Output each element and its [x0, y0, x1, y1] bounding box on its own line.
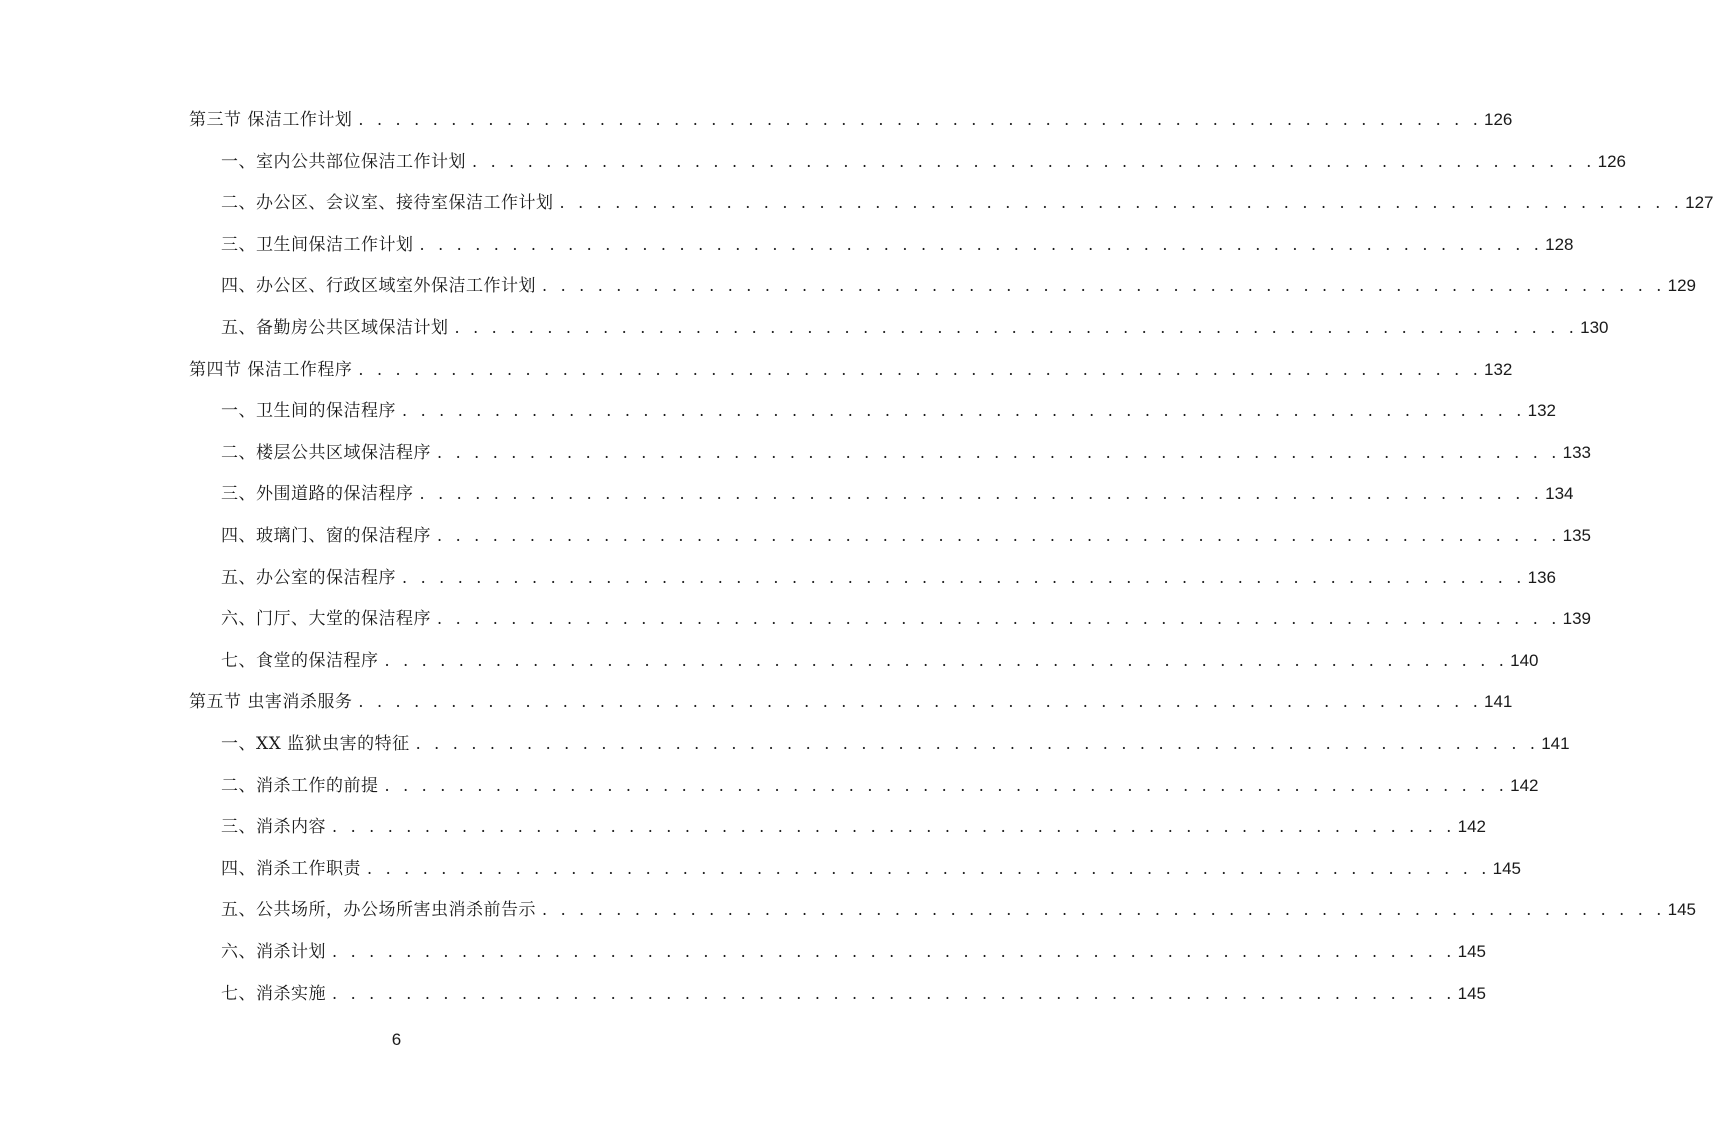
toc-entry-page: 141: [1541, 734, 1570, 753]
toc-entry[interactable]: [221, 434, 1591, 464]
toc-entry-title: 四、玻璃门、窗的保洁程序: [221, 526, 431, 546]
toc-entry-page: 145: [1667, 900, 1696, 920]
toc-entry-title: 二、楼层公共区域保洁程序: [221, 442, 431, 463]
toc-entry-page: 130: [1580, 318, 1609, 337]
dot-leader: . . . . . . . . . . . . . . . . . . . . . . . . . . . . . . . . . . . . . . . . . . . . . . . . . . . . . . . . . . . . .: [415, 734, 1540, 753]
dot-leader: . . . . . . . . . . . . . . . . . . . . . . . . . . . . . . . . . . . . . . . . . . . . . . . . . . . . . . . . . . . . .: [419, 484, 1544, 504]
toc-entry-page: 136: [1527, 567, 1556, 587]
toc-entry-page: 132: [1527, 401, 1556, 421]
dot-leader: . . . . . . . . . . . . . . . . . . . . . . . . . . . . . . . . . . . . . . . . . . . . . . . . . . . . . . . . . . . . .: [472, 151, 1596, 171]
dot-leader: . . . . . . . . . . . . . . . . . . . . . . . . . . . . . . . . . . . . . . . . . . . . . . . . . . . . . . . . . . . . .: [332, 817, 1456, 837]
toc-entry[interactable]: [221, 808, 1486, 838]
dot-leader: . . . . . . . . . . . . . . . . . . . . . . . . . . . . . . . . . . . . . . . . . . . . . . . . . . . . . . . . . . . . .: [542, 276, 1666, 296]
toc-entry[interactable]: [221, 600, 1591, 630]
dot-leader: . . . . . . . . . . . . . . . . . . . . . . . . . . . . . . . . . . . . . . . . . . . . . . . . . . . . . . . . . . . . .: [358, 110, 1483, 129]
toc-entry-title: 七、消杀实施: [221, 983, 326, 1004]
toc-entry-page: 145: [1492, 858, 1521, 878]
toc-entry-title: 六、消杀计划: [221, 942, 326, 962]
toc-entry[interactable]: [221, 933, 1486, 963]
toc-entry-page: 135: [1562, 526, 1591, 545]
toc-entry[interactable]: [221, 975, 1486, 1005]
toc-entry-title: 一、室内公共部位保洁工作计划: [221, 151, 466, 172]
toc-entry[interactable]: [221, 725, 1570, 755]
toc-entry[interactable]: [189, 683, 1513, 713]
dot-leader: . . . . . . . . . . . . . . . . . . . . . . . . . . . . . . . . . . . . . . . . . . . . . . . . . . . . . . . . . . . . .: [542, 900, 1666, 920]
toc-entry-page: 129: [1667, 276, 1696, 296]
toc-entry[interactable]: [221, 559, 1556, 589]
toc-entry-title: 一、卫生间的保洁程序: [221, 401, 396, 422]
toc-entry-title: 六、门厅、大堂的保洁程序: [221, 609, 431, 630]
dot-leader: . . . . . . . . . . . . . . . . . . . . . . . . . . . . . . . . . . . . . . . . . . . . . . . . . . . . . . . . . . . . .: [384, 650, 1509, 670]
dot-leader: . . . . . . . . . . . . . . . . . . . . . . . . . . . . . . . . . . . . . . . . . . . . . . . . . . . . . . . . . . . . .: [358, 692, 1483, 712]
dot-leader: . . . . . . . . . . . . . . . . . . . . . . . . . . . . . . . . . . . . . . . . . . . . . . . . . . . . . . . . . . . . .: [367, 858, 1491, 878]
toc-entry[interactable]: [189, 351, 1513, 381]
toc-entry[interactable]: [221, 475, 1574, 505]
toc-entry-title: 五、办公室的保洁程序: [221, 567, 396, 588]
dot-leader: . . . . . . . . . . . . . . . . . . . . . . . . . . . . . . . . . . . . . . . . . . . . . . . . . . . . . . . . . . . . .: [454, 318, 1579, 337]
toc-entry-title: 七、食堂的保洁程序: [221, 650, 379, 671]
toc-entry-page: 142: [1457, 817, 1486, 837]
toc-entry-page: 140: [1510, 650, 1539, 670]
toc-entry-title: 五、备勤房公共区域保洁计划: [221, 318, 449, 338]
toc-entry[interactable]: [221, 891, 1696, 921]
dot-leader: . . . . . . . . . . . . . . . . . . . . . . . . . . . . . . . . . . . . . . . . . . . . . . . . . . . . . . . . . . . . .: [402, 567, 1526, 587]
toc-entry-title: 第五节 虫害消杀服务: [189, 692, 353, 713]
toc-entry[interactable]: [221, 184, 1713, 214]
toc-entry-title: 三、外围道路的保洁程序: [221, 484, 414, 505]
page-number: 6: [391, 1030, 402, 1049]
toc-entry-title: 第三节 保洁工作计划: [189, 110, 353, 130]
toc-entry[interactable]: [221, 517, 1591, 547]
toc-entry[interactable]: [221, 850, 1521, 880]
toc-entry[interactable]: [221, 143, 1626, 173]
toc-entry-title: 二、消杀工作的前提: [221, 775, 379, 796]
toc-entry-title: 四、消杀工作职责: [221, 858, 361, 879]
toc-entry-page: 133: [1562, 442, 1591, 462]
toc-entry-page: 139: [1562, 609, 1591, 629]
toc-entry-title: 一、XX 监狱虫害的特征: [221, 734, 410, 754]
dot-leader: . . . . . . . . . . . . . . . . . . . . . . . . . . . . . . . . . . . . . . . . . . . . . . . . . . . . . . . . . . . . .: [402, 401, 1526, 421]
dot-leader: . . . . . . . . . . . . . . . . . . . . . . . . . . . . . . . . . . . . . . . . . . . . . . . . . . . . . . . . . . . . .: [437, 609, 1561, 629]
dot-leader: . . . . . . . . . . . . . . . . . . . . . . . . . . . . . . . . . . . . . . . . . . . . . . . . . . . . . . . . . . . . .: [437, 526, 1561, 545]
toc-entry-title: 五、公共场所，办公场所害虫消杀前告示: [221, 900, 536, 921]
toc-entry-title: 二、办公区、会议室、接待室保洁工作计划: [221, 193, 554, 214]
toc-entry-page: 145: [1457, 983, 1486, 1003]
toc-entry[interactable]: [221, 642, 1539, 672]
dot-leader: . . . . . . . . . . . . . . . . . . . . . . . . . . . . . . . . . . . . . . . . . . . . . . . . . . . . . . . . . . . . .: [332, 983, 1456, 1003]
dot-leader: . . . . . . . . . . . . . . . . . . . . . . . . . . . . . . . . . . . . . . . . . . . . . . . . . . . . . . . . . . . . .: [384, 775, 1509, 795]
toc-entry-page: 141: [1484, 692, 1513, 712]
dot-leader: . . . . . . . . . . . . . . . . . . . . . . . . . . . . . . . . . . . . . . . . . . . . . . . . . . . . . . . . . . . . .: [559, 193, 1684, 213]
toc-entry[interactable]: [189, 101, 1513, 131]
toc-entry-page: 126: [1597, 151, 1626, 171]
toc-entry-page: 142: [1510, 775, 1539, 795]
toc-entry[interactable]: [221, 767, 1539, 797]
toc-entry-page: 145: [1457, 942, 1486, 961]
toc-entry[interactable]: [221, 309, 1609, 339]
toc-entry-page: 127: [1685, 193, 1713, 213]
dot-leader: . . . . . . . . . . . . . . . . . . . . . . . . . . . . . . . . . . . . . . . . . . . . . . . . . . . . . . . . . . . . .: [437, 442, 1561, 462]
toc-entry[interactable]: [221, 267, 1696, 297]
toc-entry-page: 134: [1545, 484, 1574, 504]
dot-leader: . . . . . . . . . . . . . . . . . . . . . . . . . . . . . . . . . . . . . . . . . . . . . . . . . . . . . . . . . . . . .: [419, 234, 1544, 254]
toc-entry-page: 128: [1545, 234, 1574, 254]
toc-entry-title: 三、消杀内容: [221, 817, 326, 838]
toc-entry[interactable]: [221, 226, 1574, 256]
toc-entry-title: 四、办公区、行政区域室外保洁工作计划: [221, 276, 536, 297]
toc-entry-page: 132: [1484, 359, 1513, 379]
toc-entry[interactable]: [221, 392, 1556, 422]
toc-entry-page: 126: [1484, 110, 1513, 129]
toc-entry-title: 三、卫生间保洁工作计划: [221, 234, 414, 255]
dot-leader: . . . . . . . . . . . . . . . . . . . . . . . . . . . . . . . . . . . . . . . . . . . . . . . . . . . . . . . . . . . . .: [332, 942, 1456, 961]
toc-entry-title: 第四节 保洁工作程序: [189, 359, 353, 380]
dot-leader: . . . . . . . . . . . . . . . . . . . . . . . . . . . . . . . . . . . . . . . . . . . . . . . . . . . . . . . . . . . . .: [358, 359, 1483, 379]
